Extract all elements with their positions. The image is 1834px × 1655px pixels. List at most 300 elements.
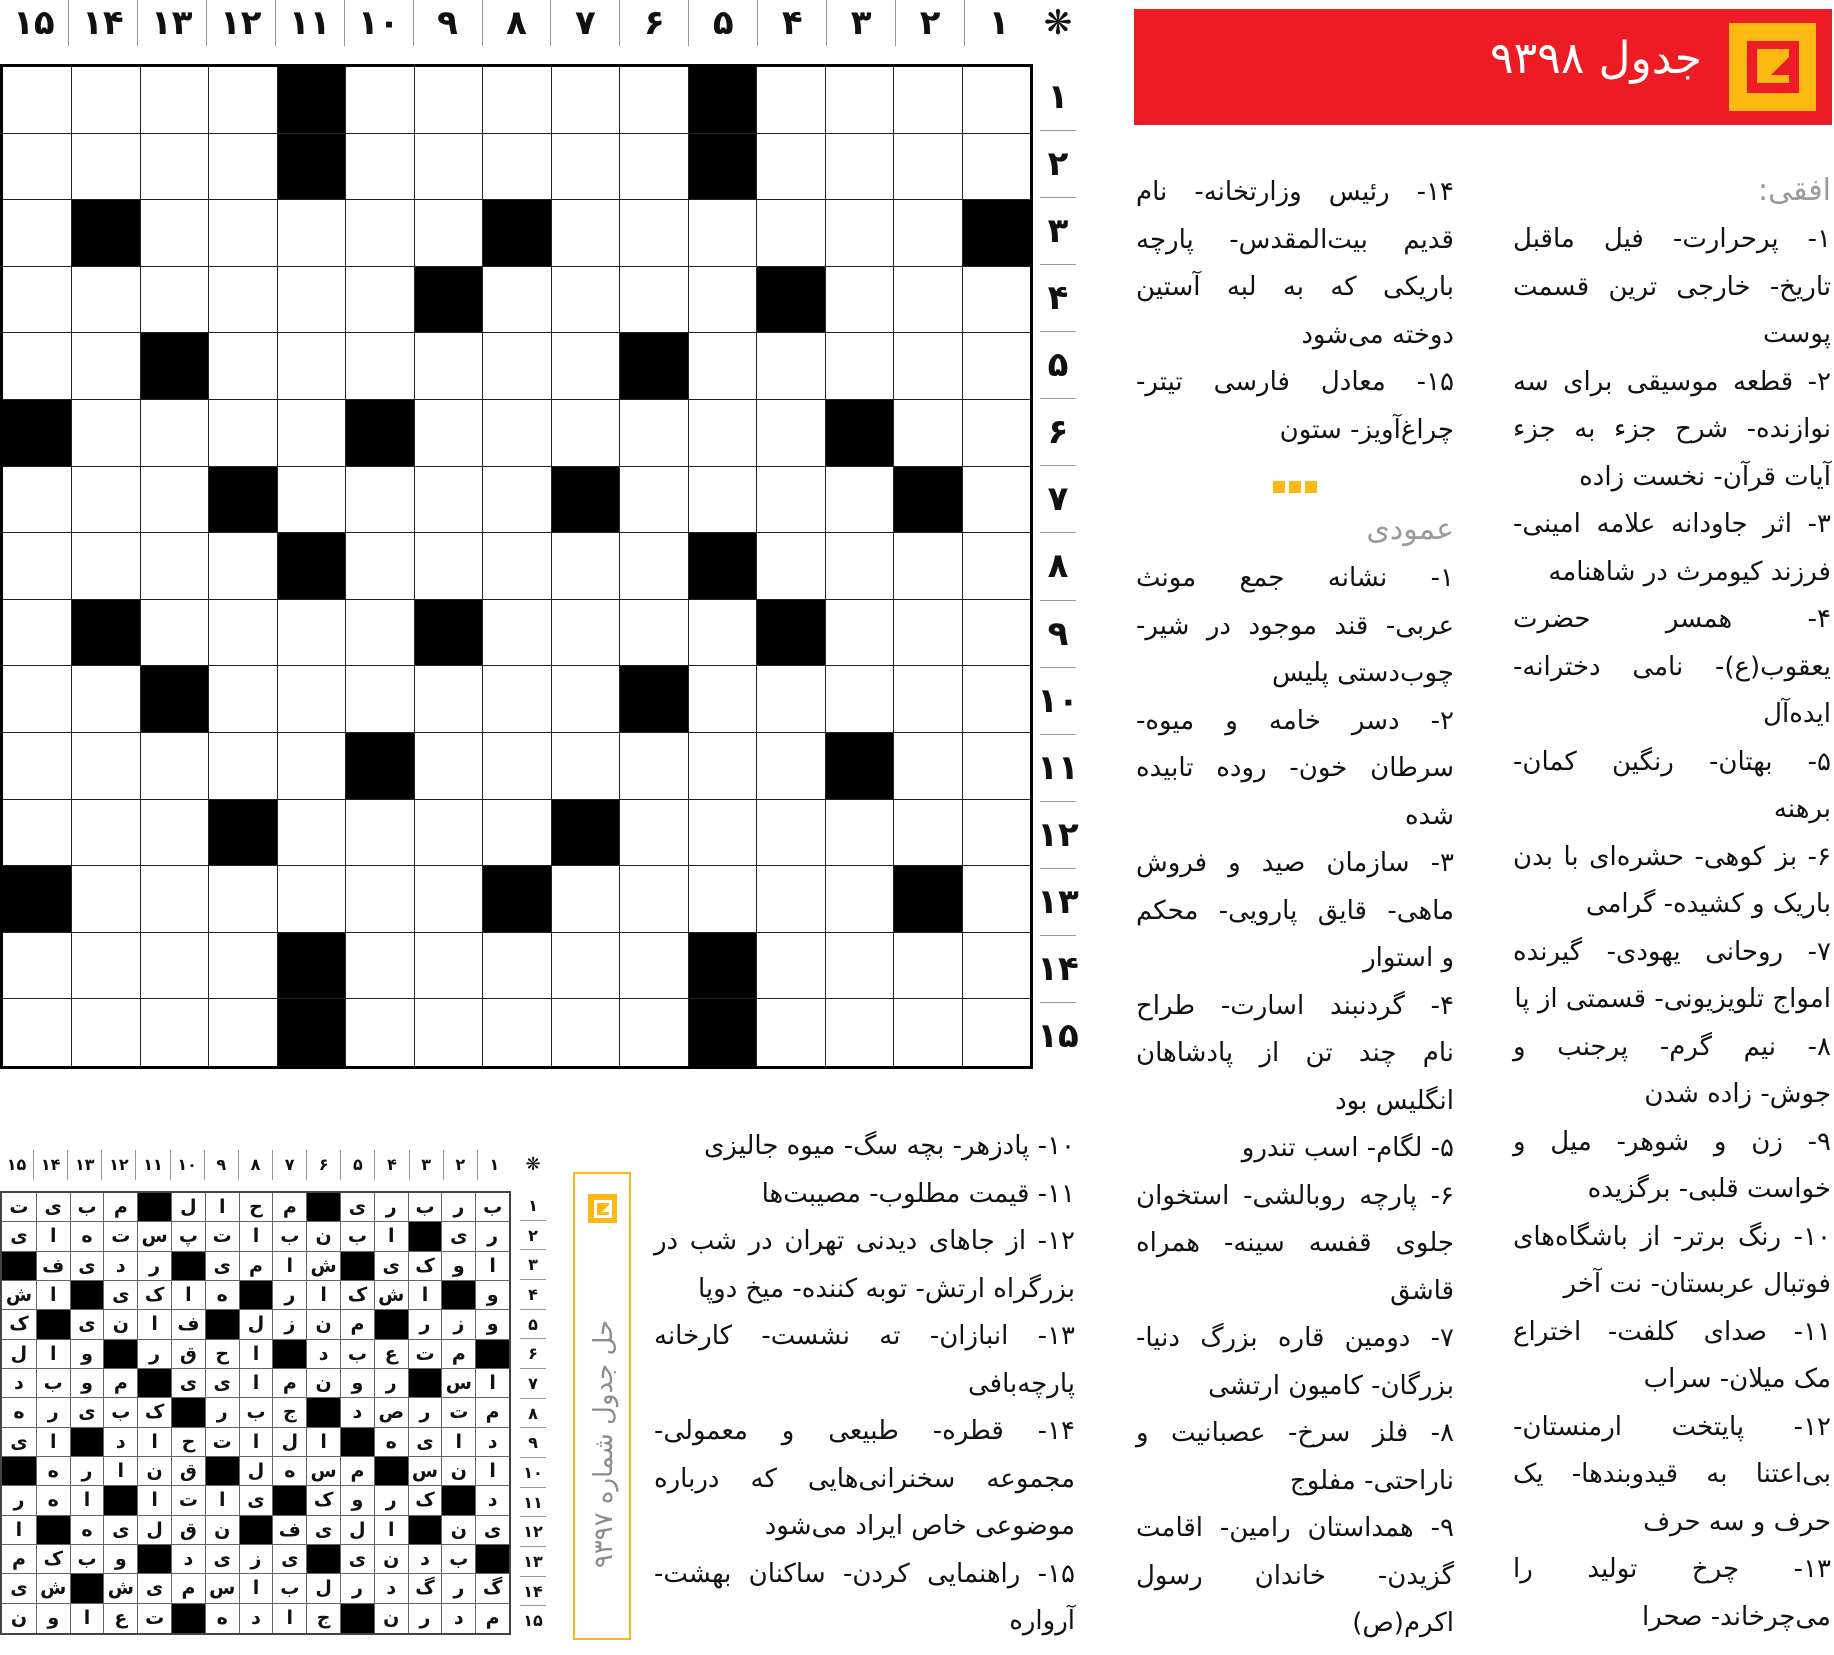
- column-number: ۱: [964, 0, 1033, 46]
- solution-cell: ب: [70, 1545, 104, 1574]
- grid-cell[interactable]: [551, 933, 619, 1000]
- grid-cell[interactable]: [893, 67, 961, 134]
- solution-black-cell: [374, 1310, 408, 1339]
- grid-cell[interactable]: [345, 467, 413, 534]
- grid-cell[interactable]: [208, 67, 276, 134]
- grid-cell[interactable]: [71, 733, 139, 800]
- black-cell: [277, 67, 345, 134]
- grid-cell[interactable]: [3, 800, 71, 867]
- solution-black-cell: [272, 1340, 306, 1369]
- grid-cell[interactable]: [893, 533, 961, 600]
- black-cell: [893, 866, 961, 933]
- solution-cell: ک: [137, 1398, 171, 1427]
- grid-cell[interactable]: [140, 400, 208, 467]
- solution-cell: و: [36, 1604, 70, 1633]
- grid-cell[interactable]: [277, 866, 345, 933]
- grid-cell[interactable]: [277, 400, 345, 467]
- grid-cell[interactable]: [345, 267, 413, 334]
- grid-cell[interactable]: [3, 200, 71, 267]
- grid-cell[interactable]: [756, 733, 824, 800]
- grid-cell[interactable]: [551, 267, 619, 334]
- grid-cell[interactable]: [551, 600, 619, 667]
- grid-cell[interactable]: [3, 600, 71, 667]
- grid-cell[interactable]: [756, 333, 824, 400]
- solution-black-cell: [374, 1457, 408, 1486]
- grid-cell[interactable]: [208, 134, 276, 201]
- grid-cell[interactable]: [688, 467, 756, 534]
- grid-cell[interactable]: [893, 200, 961, 267]
- grid-cell[interactable]: [962, 533, 1030, 600]
- clue-line: یعقوب(ع)- نامی دخترانه-: [1513, 651, 1831, 682]
- solution-cell: گ: [475, 1574, 509, 1603]
- solution-cell: ق: [171, 1457, 205, 1486]
- grid-cell[interactable]: [140, 200, 208, 267]
- grid-cell[interactable]: [962, 933, 1030, 1000]
- row-number: ۵: [1040, 332, 1076, 399]
- grid-cell[interactable]: [619, 200, 687, 267]
- grid-cell[interactable]: [825, 200, 893, 267]
- grid-cell[interactable]: [140, 267, 208, 334]
- grid-cell[interactable]: [277, 666, 345, 733]
- grid-cell[interactable]: [688, 800, 756, 867]
- solution-cell: ی: [171, 1369, 205, 1398]
- solution-cell: ب: [272, 1574, 306, 1603]
- solution-row-number: ۱۳: [520, 1547, 546, 1577]
- grid-cell[interactable]: [277, 267, 345, 334]
- grid-cell[interactable]: [345, 600, 413, 667]
- grid-cell[interactable]: [345, 67, 413, 134]
- clue-line: ۱۵- معادل فارسی تیتر-: [1136, 367, 1454, 397]
- grid-cell[interactable]: [619, 134, 687, 201]
- grid-cell[interactable]: [345, 666, 413, 733]
- grid-cell[interactable]: [277, 200, 345, 267]
- solution-cell: ی: [70, 1252, 104, 1281]
- grid-cell[interactable]: [551, 666, 619, 733]
- solution-cell: ص: [374, 1398, 408, 1427]
- grid-cell[interactable]: [619, 600, 687, 667]
- grid-cell[interactable]: [482, 533, 550, 600]
- grid-cell[interactable]: [71, 67, 139, 134]
- solution-cell: ب: [475, 1193, 509, 1222]
- solution-column-number: ۶: [306, 1150, 340, 1180]
- grid-cell[interactable]: [825, 999, 893, 1066]
- grid-cell[interactable]: [208, 666, 276, 733]
- grid-cell[interactable]: [619, 999, 687, 1066]
- solution-cell: ر: [340, 1574, 374, 1603]
- grid-cell[interactable]: [756, 467, 824, 534]
- grid-cell[interactable]: [551, 67, 619, 134]
- grid-cell[interactable]: [140, 67, 208, 134]
- grid-cell[interactable]: [619, 866, 687, 933]
- solution-column-number: ۹: [204, 1150, 238, 1180]
- grid-cell[interactable]: [140, 866, 208, 933]
- grid-cell[interactable]: [277, 600, 345, 667]
- clue-line: نام چند تن از پادشاهان: [1136, 1038, 1454, 1068]
- solution-cell: م: [441, 1340, 475, 1369]
- column-number: ۱۵: [13, 3, 55, 43]
- grid-cell[interactable]: [208, 400, 276, 467]
- across-clue: [1513, 216, 1831, 359]
- grid-cell[interactable]: [619, 467, 687, 534]
- grid-cell[interactable]: [551, 134, 619, 201]
- grid-cell[interactable]: [962, 467, 1030, 534]
- grid-cell[interactable]: [208, 600, 276, 667]
- grid-cell[interactable]: [482, 666, 550, 733]
- grid-cell[interactable]: [71, 333, 139, 400]
- grid-cell[interactable]: [140, 134, 208, 201]
- grid-cell[interactable]: [414, 733, 482, 800]
- grid-cell[interactable]: [688, 733, 756, 800]
- grid-cell[interactable]: [893, 933, 961, 1000]
- clue-line: ۱۴- قطره- طبیعی و معمولی-: [654, 1416, 1075, 1446]
- solution-black-cell: [70, 1428, 104, 1457]
- down-clue: [654, 1171, 1075, 1219]
- grid-cell[interactable]: [482, 134, 550, 201]
- grid-cell[interactable]: [71, 933, 139, 1000]
- grid-cell[interactable]: [688, 600, 756, 667]
- solution-black-cell: [171, 1398, 205, 1427]
- grid-cell[interactable]: [893, 134, 961, 201]
- grid-cell[interactable]: [3, 933, 71, 1000]
- solution-row-number: ۶: [520, 1339, 546, 1369]
- grid-cell[interactable]: [756, 800, 824, 867]
- solution-cell: ی: [441, 1222, 475, 1251]
- grid-cell[interactable]: [71, 666, 139, 733]
- grid-cell[interactable]: [414, 866, 482, 933]
- solution-cell: و: [475, 1281, 509, 1310]
- black-cell: [688, 134, 756, 201]
- solution-column-number: ۱۱: [135, 1150, 169, 1180]
- grid-cell[interactable]: [482, 600, 550, 667]
- column-number: ۲: [895, 0, 964, 46]
- grid-cell[interactable]: [414, 666, 482, 733]
- solution-cell: ی: [70, 1398, 104, 1427]
- grid-cell[interactable]: [619, 400, 687, 467]
- grid-cell[interactable]: [71, 134, 139, 201]
- clue-line: سرطان خون- روده تابیده: [1136, 753, 1454, 783]
- grid-cell[interactable]: [756, 933, 824, 1000]
- grid-cell[interactable]: [962, 733, 1030, 800]
- black-cell: [688, 533, 756, 600]
- grid-cell[interactable]: [3, 999, 71, 1066]
- grid-cell[interactable]: [756, 999, 824, 1066]
- solution-black-cell: [408, 1369, 442, 1398]
- grid-cell[interactable]: [414, 134, 482, 201]
- grid-cell[interactable]: [3, 267, 71, 334]
- grid-cell[interactable]: [140, 999, 208, 1066]
- across-clue: [1513, 1119, 1831, 1214]
- grid-cell[interactable]: [3, 134, 71, 201]
- grid-cell[interactable]: [3, 666, 71, 733]
- grid-cell[interactable]: [551, 200, 619, 267]
- grid-cell[interactable]: [893, 733, 961, 800]
- clue-line: ۷- روحانی یهودی- گیرنده: [1513, 936, 1831, 967]
- grid-cell[interactable]: [962, 866, 1030, 933]
- grid-cell[interactable]: [482, 999, 550, 1066]
- grid-cell[interactable]: [962, 666, 1030, 733]
- grid-cell[interactable]: [551, 333, 619, 400]
- grid-cell[interactable]: [414, 467, 482, 534]
- solution-black-cell: [408, 1222, 442, 1251]
- grid-cell[interactable]: [345, 533, 413, 600]
- grid-cell[interactable]: [71, 533, 139, 600]
- solution-cell: م: [103, 1369, 137, 1398]
- solution-cell: و: [441, 1252, 475, 1281]
- grid-cell[interactable]: [551, 733, 619, 800]
- grid-cell[interactable]: [825, 333, 893, 400]
- grid-cell[interactable]: [3, 733, 71, 800]
- row-number: ۱۲: [1040, 802, 1076, 869]
- solution-row-number: ۲: [520, 1221, 546, 1251]
- grid-cell[interactable]: [71, 866, 139, 933]
- grid-cell[interactable]: [825, 267, 893, 334]
- grid-cell[interactable]: [71, 400, 139, 467]
- grid-cell[interactable]: [619, 533, 687, 600]
- across-clue: [1513, 1024, 1831, 1119]
- solution-cell: ی: [103, 1281, 137, 1310]
- grid-cell[interactable]: [414, 400, 482, 467]
- grid-cell[interactable]: [551, 533, 619, 600]
- grid-cell[interactable]: [345, 200, 413, 267]
- black-cell: [825, 400, 893, 467]
- grid-cell[interactable]: [825, 866, 893, 933]
- down-clue: [1136, 555, 1454, 698]
- clue-line: ۸- نیم گرم- پرجنب و: [1513, 1031, 1831, 1062]
- solution-cell: ر: [408, 1398, 442, 1427]
- grid-cell[interactable]: [893, 600, 961, 667]
- grid-cell[interactable]: [140, 600, 208, 667]
- clue-line: بزرگان- کامیون ارتشی: [1208, 1370, 1454, 1401]
- grid-cell[interactable]: [551, 999, 619, 1066]
- grid-cell[interactable]: [688, 400, 756, 467]
- grid-cell[interactable]: [825, 666, 893, 733]
- grid-cell[interactable]: [825, 800, 893, 867]
- black-cell: [140, 666, 208, 733]
- down-clue: [654, 1408, 1075, 1551]
- clue-line: شده: [1404, 800, 1454, 831]
- grid-cell[interactable]: [482, 267, 550, 334]
- grid-cell[interactable]: [277, 733, 345, 800]
- grid-cell[interactable]: [414, 67, 482, 134]
- grid-cell[interactable]: [482, 333, 550, 400]
- solution-cell: ن: [306, 1222, 340, 1251]
- grid-cell[interactable]: [825, 600, 893, 667]
- column-number: ۷: [550, 0, 619, 46]
- solution-cell: ف: [272, 1516, 306, 1545]
- grid-cell[interactable]: [825, 67, 893, 134]
- grid-cell[interactable]: [140, 933, 208, 1000]
- solution-column-number: ۱۳: [67, 1150, 101, 1180]
- grid-cell[interactable]: [277, 333, 345, 400]
- grid-cell[interactable]: [962, 267, 1030, 334]
- grid-cell[interactable]: [482, 733, 550, 800]
- grid-cell[interactable]: [756, 200, 824, 267]
- solution-black-cell: [36, 1310, 70, 1339]
- down-clue: [654, 1123, 1075, 1171]
- grid-cell[interactable]: [893, 333, 961, 400]
- black-cell: [962, 200, 1030, 267]
- grid-cell[interactable]: [893, 800, 961, 867]
- solution-cell: ل: [239, 1310, 273, 1339]
- grid-cell[interactable]: [208, 933, 276, 1000]
- solution-cell: س: [408, 1457, 442, 1486]
- grid-cell[interactable]: [688, 333, 756, 400]
- grid-cell[interactable]: [345, 333, 413, 400]
- grid-cell[interactable]: [756, 666, 824, 733]
- grid-cell[interactable]: [414, 933, 482, 1000]
- solution-cell: م: [475, 1604, 509, 1633]
- solution-cell: ا: [239, 1428, 273, 1457]
- solution-cell: س: [441, 1369, 475, 1398]
- grid-cell[interactable]: [825, 933, 893, 1000]
- grid-cell[interactable]: [208, 200, 276, 267]
- grid-cell[interactable]: [756, 400, 824, 467]
- grid-cell[interactable]: [825, 467, 893, 534]
- solution-cell: ر: [137, 1340, 171, 1369]
- grid-cell[interactable]: [688, 866, 756, 933]
- clue-line: اکرم(ص): [1352, 1608, 1454, 1638]
- black-cell: [414, 267, 482, 334]
- clue-line: ۹- زن و شوهر- میل و: [1513, 1126, 1831, 1157]
- grid-cell[interactable]: [3, 67, 71, 134]
- grid-cell[interactable]: [140, 733, 208, 800]
- black-cell: [345, 733, 413, 800]
- grid-cell[interactable]: [619, 67, 687, 134]
- clue-line: ۲- قطعه موسیقی برای سه: [1513, 366, 1831, 397]
- grid-cell[interactable]: [482, 933, 550, 1000]
- solution-cell: ا: [374, 1516, 408, 1545]
- grid-cell[interactable]: [756, 866, 824, 933]
- grid-cell[interactable]: [962, 800, 1030, 867]
- across-clue: [1136, 359, 1454, 454]
- black-cell: [277, 933, 345, 1000]
- grid-cell[interactable]: [71, 999, 139, 1066]
- row-number: ۱: [1040, 64, 1076, 131]
- grid-cell[interactable]: [756, 67, 824, 134]
- grid-cell[interactable]: [688, 200, 756, 267]
- column-number: ۴: [757, 0, 826, 46]
- grid-cell[interactable]: [3, 467, 71, 534]
- grid-cell[interactable]: [140, 533, 208, 600]
- solution-cell: م: [103, 1193, 137, 1222]
- clue-line: ۱۲- پایتخت ارمنستان-: [1513, 1411, 1831, 1442]
- solution-cell: ه: [36, 1486, 70, 1515]
- grid-cell[interactable]: [140, 800, 208, 867]
- across-clue: [1513, 1404, 1831, 1547]
- grid-cell[interactable]: [688, 666, 756, 733]
- grid-cell[interactable]: [208, 533, 276, 600]
- solution-cell: ب: [340, 1340, 374, 1369]
- clue-line: بی‌اعتنا به قیدوبندها- یک: [1513, 1459, 1831, 1489]
- grid-cell[interactable]: [71, 267, 139, 334]
- solution-black-cell: [272, 1486, 306, 1515]
- grid-cell[interactable]: [414, 999, 482, 1066]
- solution-cell: ن: [441, 1457, 475, 1486]
- grid-cell[interactable]: [482, 400, 550, 467]
- solution-cell: ن: [306, 1310, 340, 1339]
- grid-cell[interactable]: [414, 200, 482, 267]
- grid-cell[interactable]: [482, 800, 550, 867]
- grid-cell[interactable]: [345, 134, 413, 201]
- grid-cell[interactable]: [208, 866, 276, 933]
- grid-cell[interactable]: [962, 333, 1030, 400]
- grid-cell[interactable]: [962, 134, 1030, 201]
- solution-black-cell: [306, 1398, 340, 1427]
- grid-cell[interactable]: [551, 866, 619, 933]
- solution-row-number: ۱: [520, 1191, 546, 1221]
- grid-cell[interactable]: [208, 999, 276, 1066]
- grid-cell[interactable]: [140, 467, 208, 534]
- solution-column-number: ۲: [443, 1150, 477, 1180]
- grid-cell[interactable]: [277, 467, 345, 534]
- grid-cell[interactable]: [962, 400, 1030, 467]
- grid-cell[interactable]: [345, 933, 413, 1000]
- grid-cell[interactable]: [962, 999, 1030, 1066]
- solution-cell: ح: [171, 1428, 205, 1457]
- grid-cell[interactable]: [482, 467, 550, 534]
- solution-row-number: ۳: [520, 1250, 546, 1280]
- grid-cell[interactable]: [208, 333, 276, 400]
- column-number: ۱۴: [68, 0, 137, 46]
- grid-cell[interactable]: [756, 533, 824, 600]
- down-clues-continued: [654, 1123, 1075, 1646]
- grid-cell[interactable]: [962, 67, 1030, 134]
- grid-cell[interactable]: [962, 600, 1030, 667]
- row-numbers: [1037, 64, 1079, 1069]
- grid-cell[interactable]: [414, 333, 482, 400]
- grid-cell[interactable]: [619, 800, 687, 867]
- grid-cell[interactable]: [756, 134, 824, 201]
- grid-cell[interactable]: [345, 866, 413, 933]
- grid-cell[interactable]: [619, 267, 687, 334]
- grid-cell[interactable]: [414, 800, 482, 867]
- grid-cell[interactable]: [619, 733, 687, 800]
- across-clue: [1513, 739, 1831, 834]
- grid-cell[interactable]: [551, 400, 619, 467]
- grid-cell[interactable]: [71, 800, 139, 867]
- grid-cell[interactable]: [3, 533, 71, 600]
- solution-cell: ی: [70, 1310, 104, 1339]
- grid-cell[interactable]: [71, 467, 139, 534]
- grid-cell[interactable]: [893, 999, 961, 1066]
- grid-cell[interactable]: [414, 533, 482, 600]
- grid-cell[interactable]: [277, 800, 345, 867]
- solution-cell: ر: [70, 1457, 104, 1486]
- grid-cell[interactable]: [3, 333, 71, 400]
- solution-cell: ل: [239, 1457, 273, 1486]
- crossword-grid[interactable]: [0, 64, 1033, 1069]
- grid-cell[interactable]: [893, 400, 961, 467]
- grid-cell[interactable]: [208, 733, 276, 800]
- grid-cell[interactable]: [619, 933, 687, 1000]
- grid-cell[interactable]: [208, 267, 276, 334]
- grid-cell[interactable]: [893, 267, 961, 334]
- clue-line: امواج تلویزیونی- قسمتی از پا: [1514, 984, 1831, 1014]
- solution-cell: و: [70, 1340, 104, 1369]
- grid-cell[interactable]: [688, 267, 756, 334]
- grid-cell[interactable]: [893, 666, 961, 733]
- solution-cell: ب: [70, 1193, 104, 1222]
- grid-cell[interactable]: [482, 67, 550, 134]
- down-clue: [1136, 1410, 1454, 1505]
- row-number: ۹: [1040, 601, 1076, 668]
- solution-cell: ل: [306, 1574, 340, 1603]
- grid-cell[interactable]: [825, 134, 893, 201]
- grid-cell[interactable]: [345, 999, 413, 1066]
- grid-cell[interactable]: [345, 800, 413, 867]
- black-cell: [756, 267, 824, 334]
- grid-cell[interactable]: [825, 533, 893, 600]
